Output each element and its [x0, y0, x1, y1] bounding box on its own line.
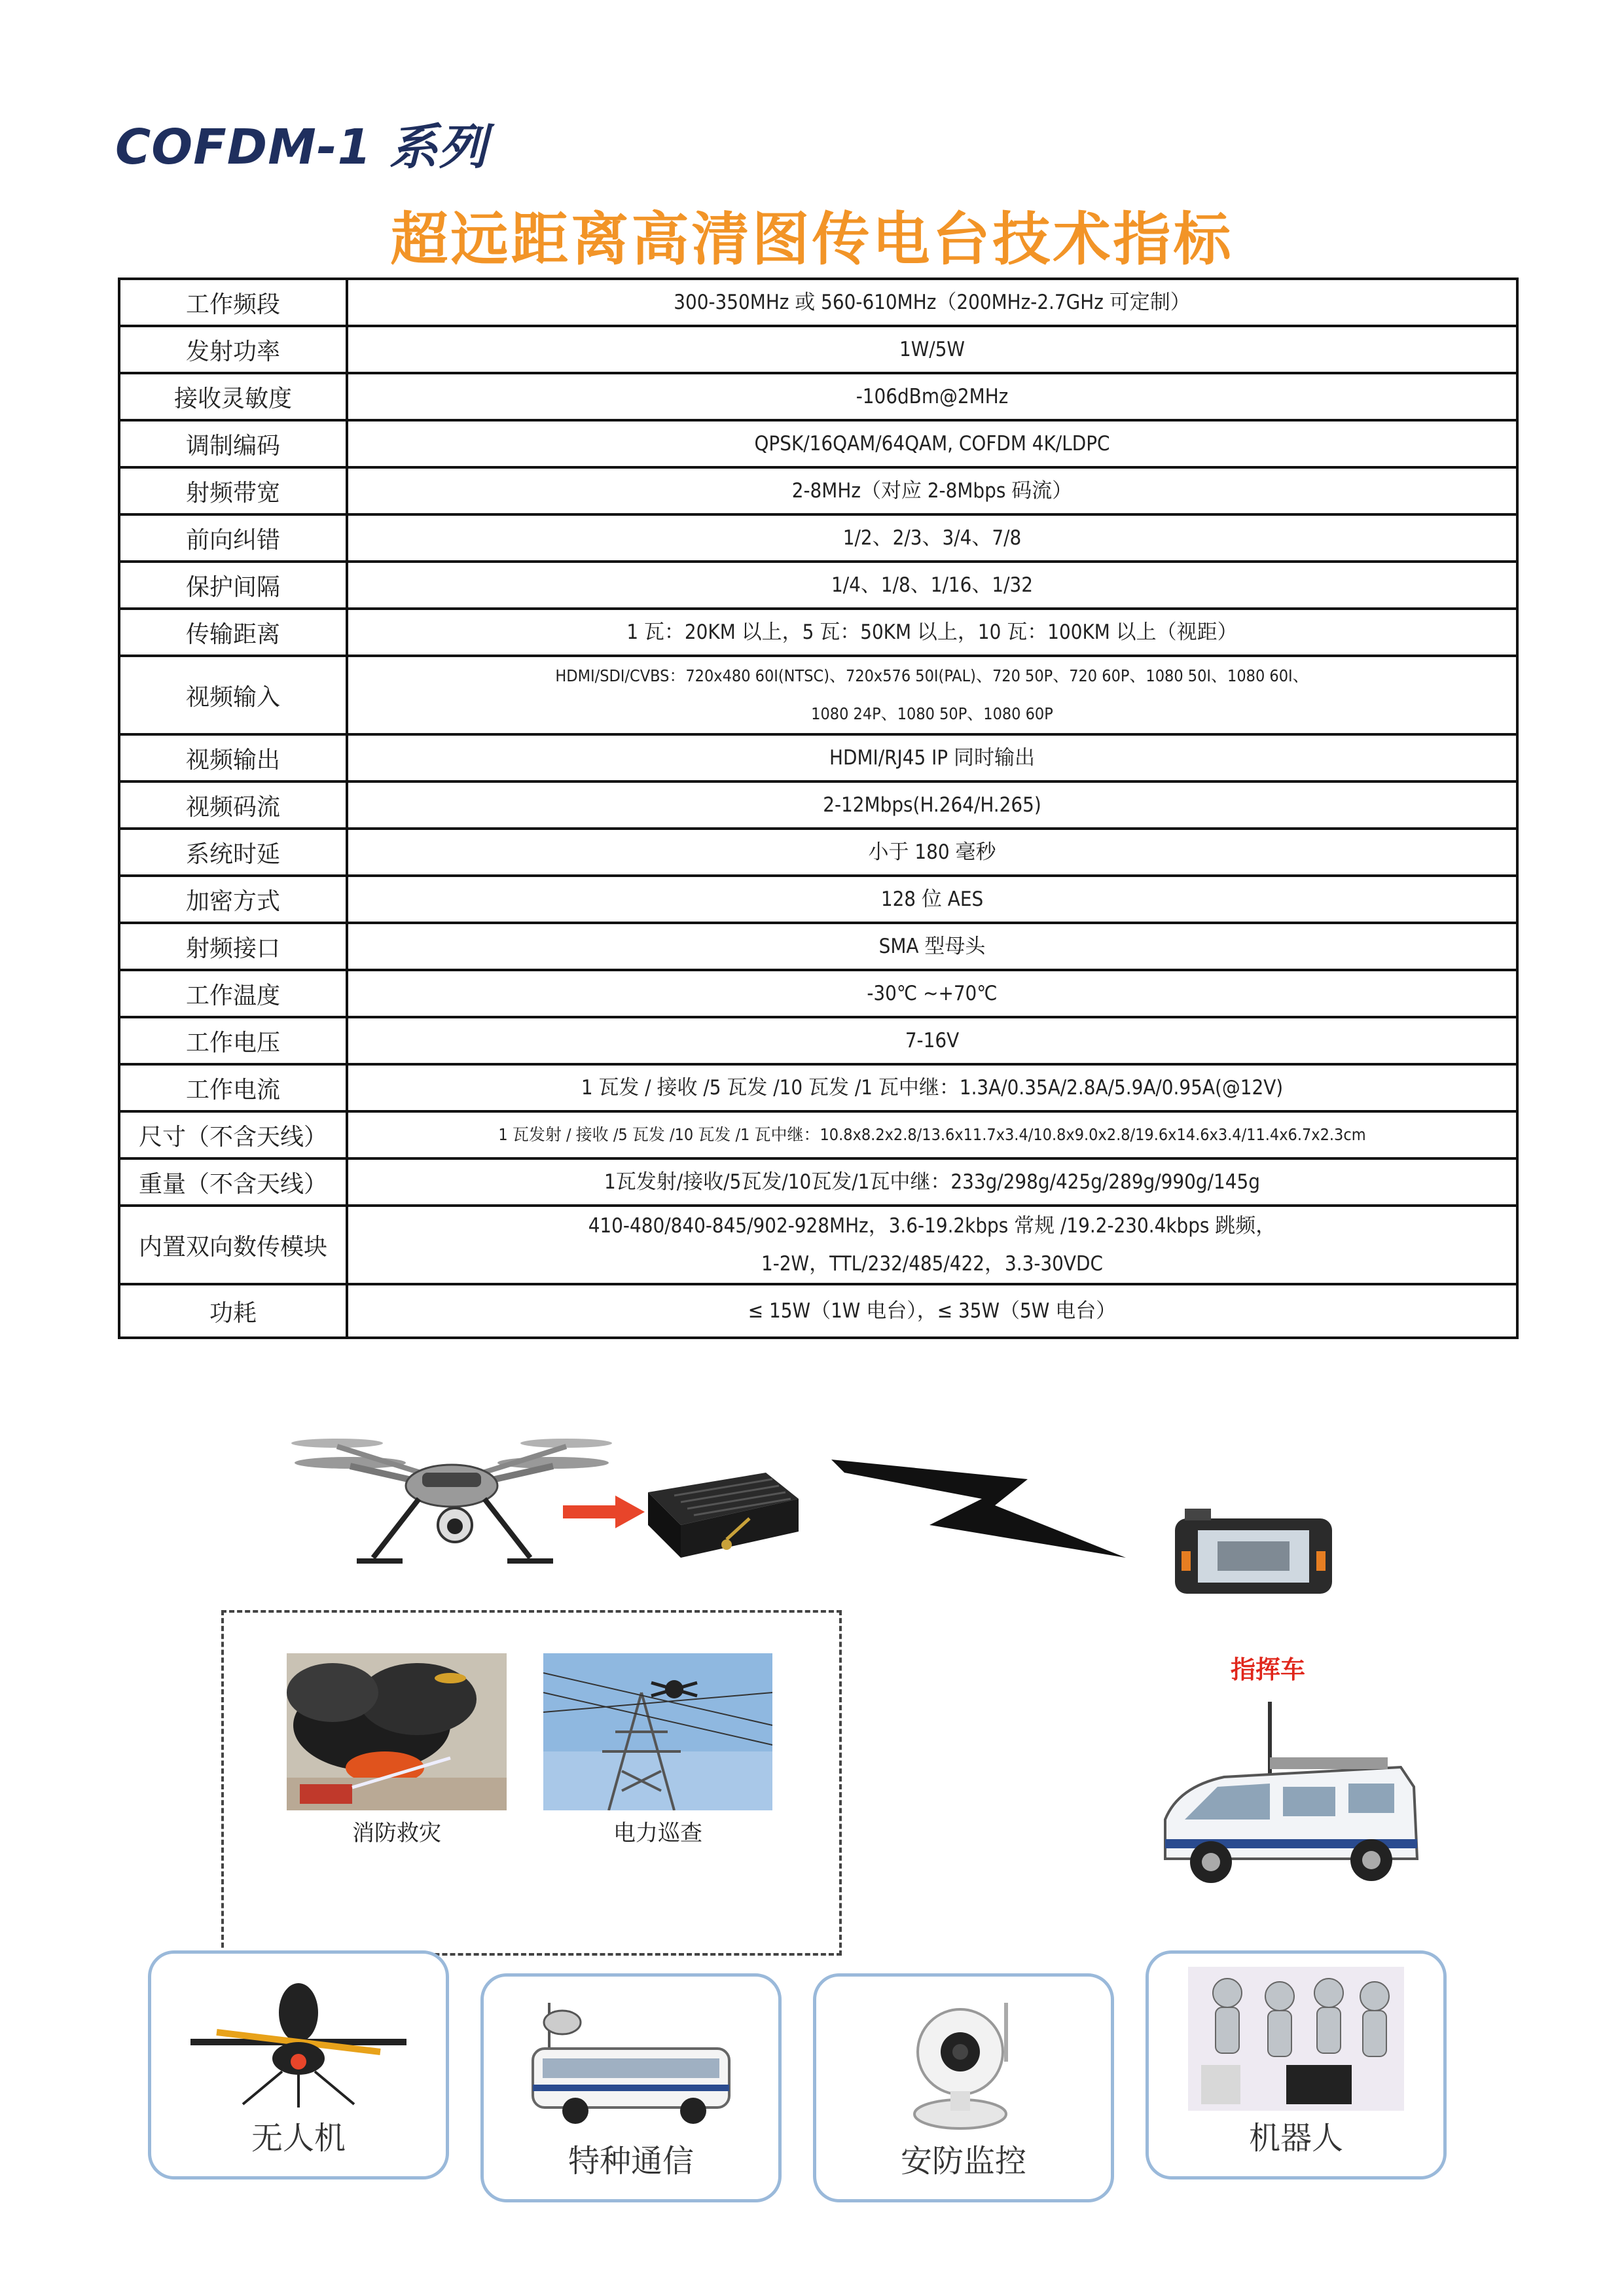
spec-label: 视频输入	[119, 656, 347, 734]
spec-value-line: QPSK/16QAM/64QAM, COFDM 4K/LDPC	[754, 432, 1110, 456]
spec-row	[119, 829, 1517, 876]
spec-label: 发射功率	[119, 326, 347, 373]
command-vehicle-icon	[1139, 1689, 1427, 1911]
spec-value	[347, 734, 1517, 781]
spec-value-line: 300-350MHz 或 560-610MHz（200MHz-2.7GHz 可定制）	[674, 291, 1191, 314]
spec-row	[119, 1158, 1517, 1206]
spec-label: 功耗	[119, 1284, 347, 1338]
spec-value-line: 1瓦发射/接收/5瓦发/10瓦发/1瓦中继：233g/298g/425g/289g/990g/145g	[604, 1170, 1260, 1194]
page-title: 超远距离高清图传电台技术指标	[390, 206, 1234, 273]
spec-value-line: 410-480/840-845/902-928MHz，3.6-19.2kbps 常规 /19.2-230.4kbps 跳频，	[588, 1214, 1276, 1238]
spec-value-line: -30℃ ~+70℃	[867, 982, 998, 1005]
spec-row	[119, 467, 1517, 514]
spec-label: 工作频段	[119, 279, 347, 326]
security-camera-icon	[888, 1996, 1039, 2134]
spec-label: 调制编码	[119, 420, 347, 467]
spec-value-line: 1 瓦发射 / 接收 /5 瓦发 /10 瓦发 /1 瓦中继：10.8x8.2x2.8/13.6x11.7x3.4/10.8x9.0x2.8/19.6x14.6x3.4/11.4x6.7x2.3cm	[498, 1125, 1366, 1144]
application-special-comm	[480, 1973, 782, 2202]
series-title: COFDM-1 系列	[115, 119, 488, 175]
spec-row	[119, 1064, 1517, 1111]
spec-value	[347, 373, 1517, 420]
spec-label: 尺寸（不含天线）	[119, 1111, 347, 1158]
spec-value	[347, 326, 1517, 373]
app-label-robot: 机器人	[1248, 2120, 1343, 2157]
spec-label: 射频接口	[119, 923, 347, 970]
app-label-security: 安防监控	[900, 2143, 1026, 2179]
spec-label: 系统时延	[119, 829, 347, 876]
spec-value-line: HDMI/RJ45 IP 同时输出	[829, 746, 1035, 770]
spec-value-line: 小于 180 毫秒	[868, 840, 996, 864]
spec-value	[347, 514, 1517, 562]
spec-value	[347, 1284, 1517, 1338]
spec-label: 工作电流	[119, 1064, 347, 1111]
spec-value	[347, 970, 1517, 1017]
spec-row	[119, 373, 1517, 420]
spec-value-line: 1/4、1/8、1/16、1/32	[831, 573, 1033, 597]
caption-fire-rescue: 消防救灾	[352, 1820, 441, 1846]
spec-label: 视频输出	[119, 734, 347, 781]
app-label-special-comm: 特种通信	[568, 2143, 694, 2179]
spec-value	[347, 279, 1517, 326]
spec-row	[119, 609, 1517, 656]
receiver-monitor-icon	[1172, 1505, 1335, 1597]
spec-value-line: -106dBm@2MHz	[856, 385, 1009, 408]
spec-value-line: SMA 型母头	[878, 935, 986, 958]
spec-row	[119, 923, 1517, 970]
spec-value	[347, 876, 1517, 923]
spec-label: 视频码流	[119, 781, 347, 829]
spec-value	[347, 467, 1517, 514]
spec-row	[119, 562, 1517, 609]
application-robot	[1146, 1950, 1447, 2179]
spec-value	[347, 1111, 1517, 1158]
fixed-drone-icon	[177, 1980, 420, 2111]
spec-value-line: 1W/5W	[899, 338, 965, 361]
spec-value-line: 1 瓦发 / 接收 /5 瓦发 /10 瓦发 /1 瓦中继：1.3A/0.35A/2.8A/5.9A/0.95A(@12V)	[581, 1076, 1284, 1100]
spec-label: 重量（不含天线）	[119, 1158, 347, 1206]
spec-value-line: HDMI/SDI/CVBS：720x480 60I(NTSC)、720x576 50I(PAL)、720 50P、720 60P、1080 50I、1080 60I、	[555, 666, 1309, 685]
spec-row	[119, 1284, 1517, 1338]
spec-value-line: 7-16V	[905, 1029, 960, 1052]
power-inspection-image	[543, 1653, 772, 1810]
spec-row	[119, 1017, 1517, 1064]
spec-row	[119, 656, 1517, 734]
spec-value	[347, 781, 1517, 829]
spec-value	[347, 609, 1517, 656]
spec-value	[347, 562, 1517, 609]
application-drone	[148, 1950, 449, 2179]
spec-row	[119, 420, 1517, 467]
spec-label: 保护间隔	[119, 562, 347, 609]
spec-label: 加密方式	[119, 876, 347, 923]
spec-table	[118, 278, 1519, 1339]
spec-row	[119, 970, 1517, 1017]
robot-icon	[1188, 1967, 1404, 2111]
spec-row	[119, 1111, 1517, 1158]
transmitter-icon	[635, 1466, 805, 1571]
spec-value-line: 2-8MHz（对应 2-8Mbps 码流）	[791, 479, 1073, 503]
comm-vehicle-icon	[523, 1996, 739, 2127]
spec-label: 射频带宽	[119, 467, 347, 514]
spec-row	[119, 279, 1517, 326]
spec-label: 工作温度	[119, 970, 347, 1017]
command-vehicle-label: 指挥车	[1231, 1655, 1306, 1684]
spec-value	[347, 1064, 1517, 1111]
spec-label: 前向纠错	[119, 514, 347, 562]
system-diagram	[0, 1401, 1624, 2179]
wireless-link-icon	[831, 1453, 1132, 1564]
spec-row	[119, 514, 1517, 562]
spec-value-line: 1 瓦：20KM 以上，5 瓦：50KM 以上，10 瓦：100KM 以上（视距）	[626, 620, 1238, 644]
spec-value-line: ≤ 15W（1W 电台），≤ 35W（5W 电台）	[748, 1299, 1117, 1323]
spec-row	[119, 1206, 1517, 1284]
spec-value-line: 2-12Mbps(H.264/H.265)	[823, 793, 1041, 817]
app-label-drone: 无人机	[251, 2120, 346, 2157]
spec-label: 传输距离	[119, 609, 347, 656]
spec-row	[119, 326, 1517, 373]
application-security	[813, 1973, 1114, 2202]
spec-label: 接收灵敏度	[119, 373, 347, 420]
spec-value-line: 128 位 AES	[880, 888, 984, 911]
spec-label: 工作电压	[119, 1017, 347, 1064]
caption-power-inspection: 电力巡查	[613, 1820, 702, 1846]
spec-row	[119, 734, 1517, 781]
spec-value	[347, 1158, 1517, 1206]
spec-value	[347, 1206, 1517, 1284]
spec-value-line: 1/2、2/3、3/4、7/8	[842, 526, 1022, 550]
spec-value	[347, 1017, 1517, 1064]
spec-value-line: 1-2W，TTL/232/485/422，3.3-30VDC	[761, 1252, 1103, 1276]
spec-value-line: 1080 24P、1080 50P、1080 60P	[811, 704, 1053, 723]
spec-label: 内置双向数传模块	[119, 1206, 347, 1284]
fire-rescue-image	[287, 1653, 507, 1810]
spec-row	[119, 781, 1517, 829]
spec-row	[119, 876, 1517, 923]
spec-value	[347, 923, 1517, 970]
spec-value	[347, 656, 1517, 734]
spec-value	[347, 420, 1517, 467]
spec-value	[347, 829, 1517, 876]
